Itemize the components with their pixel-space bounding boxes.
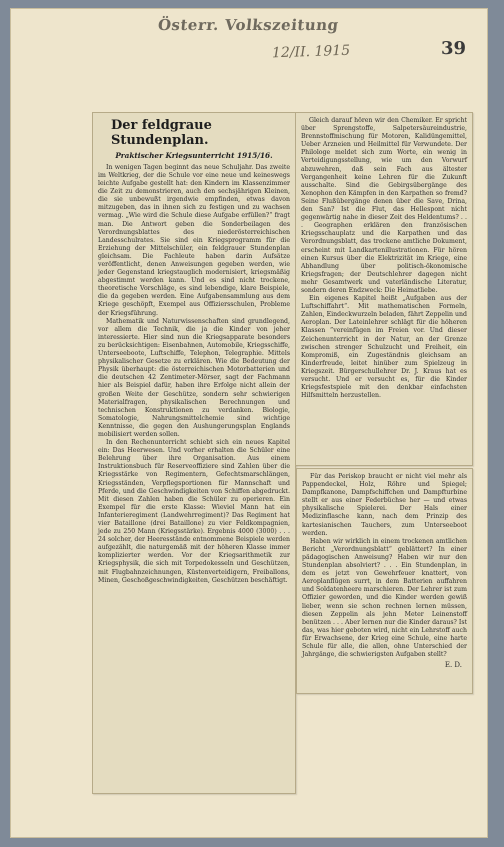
article-subtitle: Praktischer Kriegsunterricht 1915/16.	[115, 150, 273, 160]
clipping-left-column	[92, 112, 296, 794]
paragraph: In den Rechenunterricht schiebt sich ein neues Kapitel ein: Das Heerwesen. Und vorher erhalten die Schüler eine Belehrung über ihre Organisation. Aus einem Instruktionsbuch für Reserveoffiziere sind Zahlen über die Kriegsstärke von Regimentern, Gefechtsmarschlängen, Kriegsständen, Verpflegsportionen für Mannschaft und Pferde, und die Geschwindigkeiten von Schiffen abgedruckt. Mit diesen Zahlen haben die Schüler zu operieren. Ein Exempel für die erste Klasse: Wieviel Mann hat ein Infanterieregiment (Landwehrregiment)? Das Regiment hat vier Bataillone (drei Bataillone) zu vier Feldkompagnien, jede zu 250 Mann (Kriegsstärke). Ergebnis 4000 (3000) . . . 24 solcher, der Heeresstände entnommene Beispiele werden aufgezählt, die naturgemäß mit der höheren Klasse immer komplizierter werden. Vor der Kriegsarithmetik zur Kriegsphysik, die sich mit Torpedokesseln und Geschützen, mit Flugbahnzeichnungen, Küstenverteidigern, Freiballons, Minen, Geschoßgeschwindigkeiten, Geschützen beschäftigt.	[98, 439, 290, 584]
page-number: 39	[440, 38, 466, 59]
paragraph: Gleich darauf hören wir den Chemiker. Er spricht über Sprengstoffe, Salpetersäureindustrie, Brennstoffmischung für Motoren, Kalidüngemittel, Ueber Arzneien und Heilmittel für Verwundete. Der Philologe meldet sich zum Worte, ein wenig in Verteidigungsstellung, wie um den Vorwurf abzuwehren, daß sein Fach aus ältester Vergangenheit keine Lehren für die Zukunft ausschalte. Sind die Gebirgsübergänge des Xenophon den Kämpfen in den Karpathen so fremd? Seine Flußübergänge denen über die Save, Drina, den San? Ist die Flut, das Hellespont nicht gegenwärtig nahe in dieser Zeit des Heldentums? . . . Geographen erklären den französischen Kriegsschauplatz und die Karpathen und das Verordnungsblatt, das trockene amtliche Dokument, erscheint mit Landkartenillustrationen. Für hören einen Kursus über die Elektrizität im Kriege, eine Abhandlung über politisch-ökonomische Kriegsfragen; der Deutschlehrer dagegen nicht mehr Gesamtwerk und vaterländische Literatur, sondern deren Endzweck: Die Heimatliebe.	[301, 117, 467, 294]
newspaper-name: Österr. Volkszeitung	[157, 16, 340, 34]
paragraph: Mathematik und Naturwissenschaften sind grundlegend, vor allem die Technik, die ja die Kinder von jeher interessierte. Hier sind nun die Kriegsapparate besonders zu berücksichtigen: Eisenbahnen, Automobile, Kriegsschiffe, Unterseeboote, Luftschiffe, Telephon, Telegraphie. Mittels physikalischer Gesetze zu erklären. Wie die Bedeutung der Physik überhaupt: die österreichischen Motorbatterien und die deutschen 42 Zentimeter-Mörser, sagt der Fachmann hier als Beispiel dafür, haben ihre Erfolge nicht allein der großen Weite der Geschütze, sondern sehr schwierigen Materialfragen, physikalischen Berechnungen und technischen Konstruktionen zu verdanken. Biologie, Somatologie, Nahrungsmittelchemie sind wichtige Kenntnisse, die gegen den Aushungerungsplan Englands mobilisiert werden sollen.	[98, 317, 290, 438]
right-bottom-text	[297, 469, 472, 659]
paragraph: In wenigen Tagen beginnt das neue Schuljahr. Das zweite im Weltkrieg, der die Schule vor eine neue und keineswegs leichte Aufgabe gestellt hat: den Kindern im Klassenzimmer die Zeit zu demonstrieren, auch den sechsjährigen Kleinen, die sie unbewußt irgendwie empfinden, etwas davon mitzugeben, das in ihnen sich zu festigen und zu wachsen vermag. „Wie wird die Schule diese Aufgabe erfüllen?“ fragt man. Die Antwort geben die Sonderbeilagen des Verordnungsblattes des niederösterreichischen Landesschulrates. Sie sind ein Kriegsprogramm für die Erziehung der Mittelschüler, ein feldgrauer Stundenplan gleichsam. Die Fachleute haben darin Aufsätze veröffentlicht, denen Anweisungen gegeben werden, wie jeder Gegenstand kriegstauglich modernisiert, kriegsmäßig abgestimmt werden kann. Und es sind nicht trockene, theoretische Vorschläge, es sind lebendige, klare Beispiele, die da gegeben werden. Eine Aufgabensammlung aus dem Kriege geschöpft, Exempel aus Offiziersschulen, Probleme der Kriegsführung.	[98, 163, 290, 317]
paragraph: Für das Periskop braucht er nicht viel mehr als Pappendeckel, Holz, Röhre und Spiegel; Dampfkanone, Dampfschiffchen und Dampfturbine stellt er aus einer Federbüchse her — und etwas physikalische Spielerei. Der Hals einer Medizinflasche kann, nach dem Prinzip des kartesianischen Tauchers, zum Unterseeboot werden.	[302, 473, 467, 537]
clipping-right-top	[295, 112, 473, 466]
author-signature: E. D.	[444, 661, 462, 670]
right-top-text	[296, 113, 472, 400]
article-title: Der feldgraue Stundenplan.	[111, 118, 212, 148]
paragraph: Haben wir wirklich in einem trockenen amtlichen Bericht „Verordnungsblatt“ geblättert? In einer pädagogischen Anweisung? Haben wir nur den Stundenplan absolviert? . . . Ein Stundenplan, in dem es jetzt von Gewehrfeuer knattert, von Aeroplanflügen surrt, in dem Batterien auffahren und Soldatenheere marschieren. Der Lehrer ist zum Offizier geworden, und die Kinder werden gewiß lieber, wenn sie schon rechnen lernen müssen, diesen Zeppelin als jehn Meter Leinenstoff benützen . . . Aber lernen nur die Kinder daraus? Ist das, was hier geboten wird, nicht ein Lehrstoff auch für Erwachsene, der Krieg eine Schule, eine harte Schule für alle, die allen, ohne Unterschied der Jahrgänge, die schwierigsten Aufgaben stellt?	[302, 537, 467, 659]
handwritten-date: 12/II. 1915	[271, 42, 351, 62]
archive-sheet	[10, 8, 488, 838]
paragraph: Ein eigenes Kapitel heißt „Aufgaben aus der Luftschiffahrt“. Mit mathematischen Formeln, Zahlen, Eindeckwurzeln beladen, fährt Zeppelin und Aeroplan. Der Lateinlehrer schlägt für die höheren Klassen ”vereinfügen im Freien vor. Und dieser Zeichenunterricht in der Natur, an der Grenze zwischen strenger Schulzucht und Freiheit, ein Kompromiß, ein Zugeständnis gleichsam an Kinderfreude, leitet hinüber zum Spielzeug in Kriegszeit. Bürgerschullehrer Dr. J. Kraus hat es versucht. Und er versucht es, für die Kinder Kriegsfestspiele mit den denkbar einfachsten Hilfsmitteln herzustellen.	[301, 295, 467, 400]
left-column-text	[93, 164, 295, 585]
clipping-right-bottom	[296, 468, 473, 694]
